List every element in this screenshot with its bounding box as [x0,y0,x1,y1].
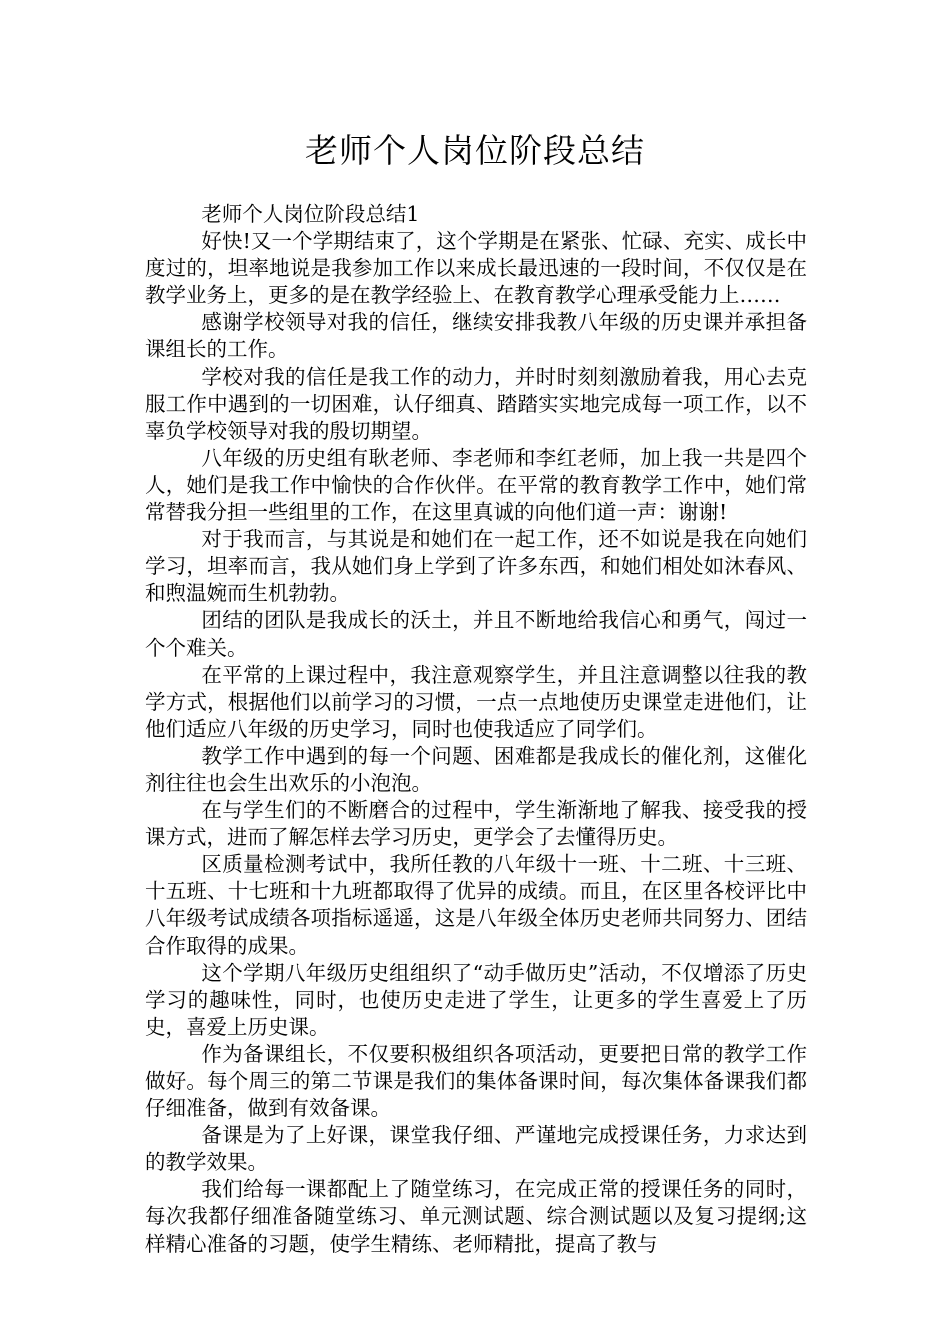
paragraph: 区质量检测考试中，我所任教的八年级十一班、十二班、十三班、十五班、十七班和十九班都取得了优异的成绩。而且，在区里各校评比中八年级考试成绩各项指标遥遥，这是八年级全体历史老师共同努力、团结合作取得的成果。 [145,852,807,958]
paragraph: 感谢学校领导对我的信任，继续安排我教八年级的历史课并承担备课组长的工作。 [145,310,807,362]
document-body [145,201,807,1258]
paragraph: 对于我而言，与其说是和她们在一起工作，还不如说是我在向她们学习，坦率而言，我从她们身上学到了许多东西，和她们相处如沐春风、和煦温婉而生机勃勃。 [145,527,807,606]
paragraph: 八年级的历史组有耿老师、李老师和李红老师，加上我一共是四个人，她们是我工作中愉快的合作伙伴。在平常的教育教学工作中，她们常常替我分担一些组里的工作，在这里真诚的向他们道一声：谢谢! [145,445,807,525]
paragraph: 学校对我的信任是我工作的动力，并时时刻刻激励着我，用心去克服工作中遇到的一切困难，认仔细真、踏踏实实地完成每一项工作，以不辜负学校领导对我的殷切期望。 [145,364,807,443]
paragraph: 这个学期八年级历史组组织了“动手做历史”活动，不仅增添了历史学习的趣味性，同时，也使历史走进了学生，让更多的学生喜爱上了历史，喜爱上历史课。 [145,960,807,1039]
paragraph: 教学工作中遇到的每一个问题、困难都是我成长的催化剂，这催化剂往往也会生出欢乐的小泡泡。 [145,743,807,795]
paragraph: 在与学生们的不断磨合的过程中，学生渐渐地了解我、接受我的授课方式，进而了解怎样去学习历史，更学会了去懂得历史。 [145,798,807,850]
paragraph: 作为备课组长，不仅要积极组织各项活动，更要把日常的教学工作做好。每个周三的第二节课是我们的集体备课时间，每次集体备课我们都仔细准备，做到有效备课。 [145,1041,807,1121]
paragraph: 备课是为了上好课，课堂我仔细、严谨地完成授课任务，力求达到的教学效果。 [145,1123,807,1175]
document-subtitle: 老师个人岗位阶段总结1 [201,202,420,226]
paragraph: 我们给每一课都配上了随堂练习，在完成正常的授课任务的同时，每次我都仔细准备随堂练习、单元测试题、综合测试题以及复习提纲;这样精心准备的习题，使学生精练、老师精批，提高了教与 [145,1177,807,1256]
document-title: 老师个人岗位阶段总结 [305,131,645,170]
paragraph: 好快!又一个学期结束了，这个学期是在紧张、忙碌、充实、成长中度过的，坦率地说是我参加工作以来成长最迅速的一段时间，不仅仅是在教学业务上，更多的是在教学经验上、在教育教学心理承受能力上…… [145,229,807,308]
paragraph: 团结的团队是我成长的沃土，并且不断地给我信心和勇气，闯过一个个难关。 [145,608,807,660]
paragraph: 在平常的上课过程中，我注意观察学生，并且注意调整以往我的教学方式，根据他们以前学习的习惯，一点一点地使历史课堂走进他们，让他们适应八年级的历史学习，同时也使我适应了同学们。 [145,662,807,741]
